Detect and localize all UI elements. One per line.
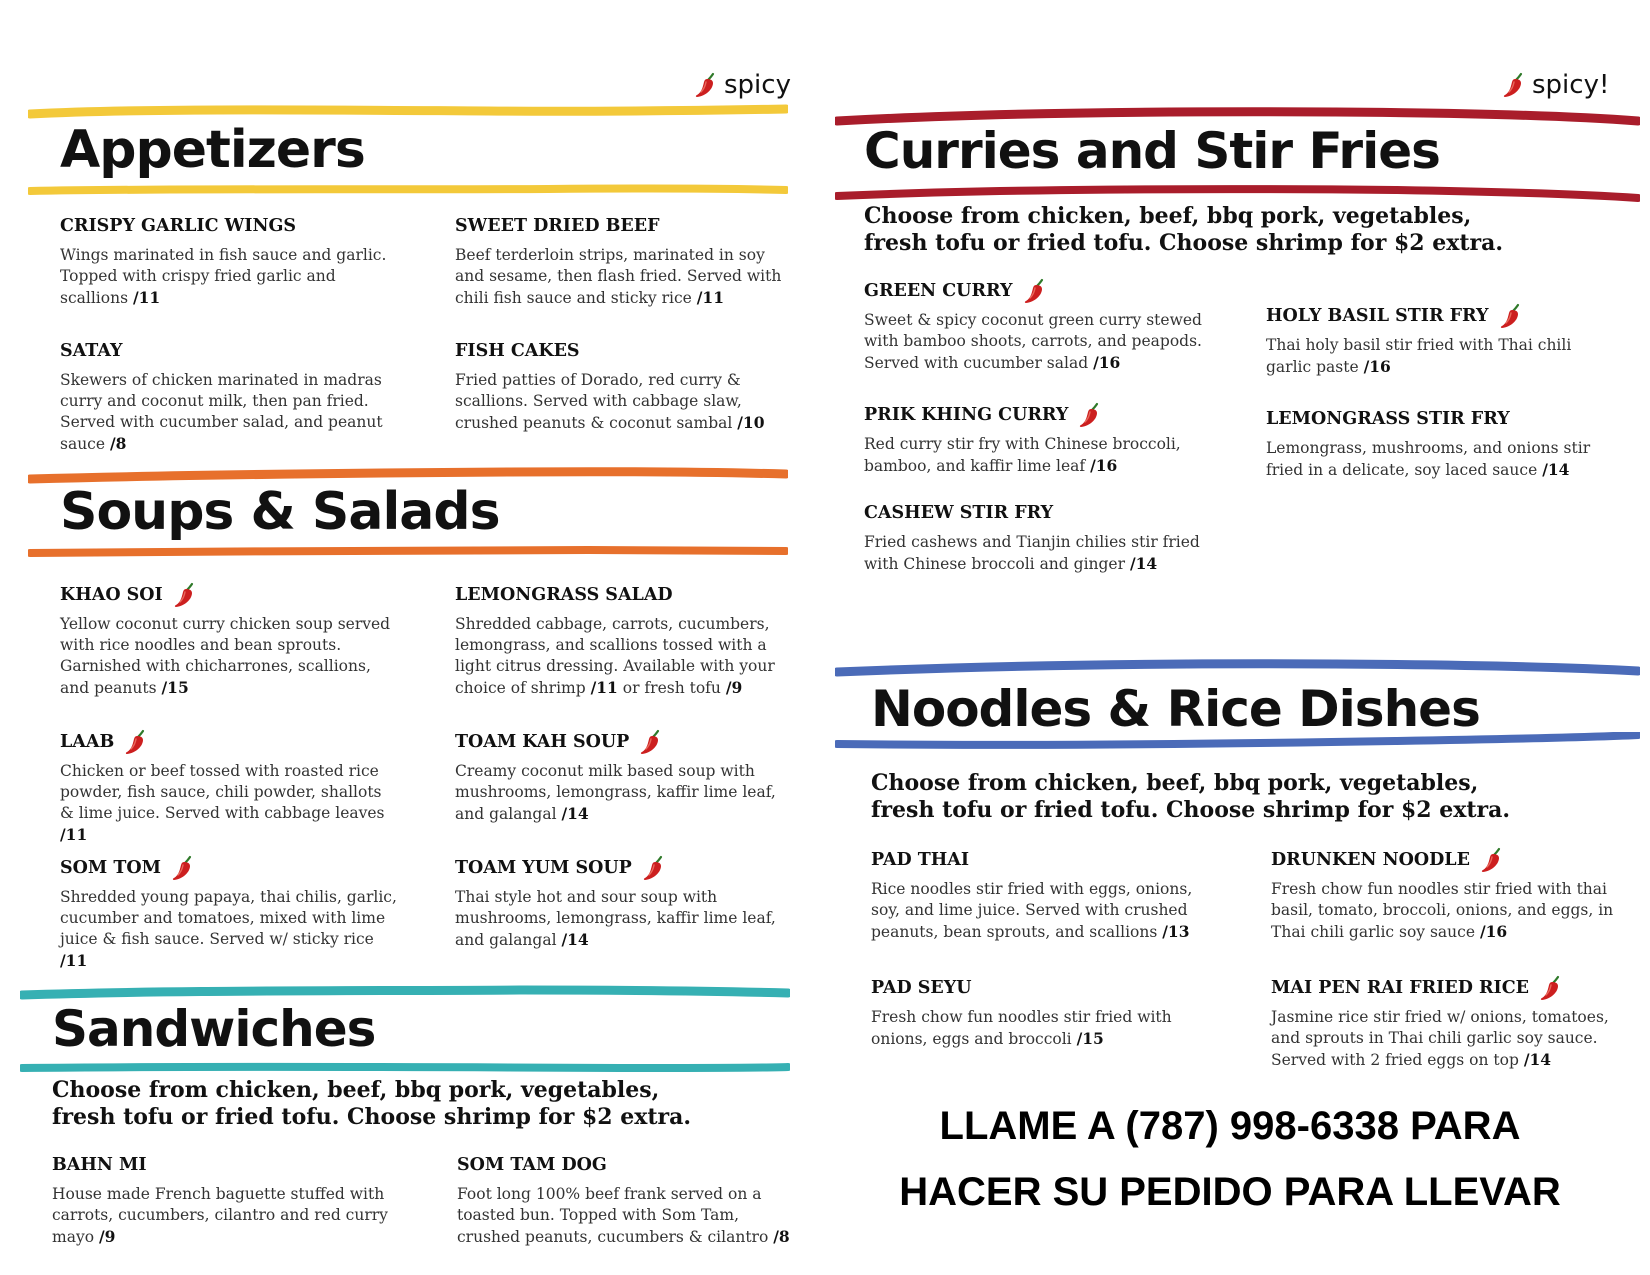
menu-item-khao-soi (60, 582, 400, 699)
item-description: Sweet & spicy coconut green curry stewed with bamboo shoots, carrots, and peapods. Served with cucumber salad (864, 311, 1202, 372)
item-price: /15 (161, 678, 189, 697)
item-description-alt: or fresh tofu (622, 679, 721, 697)
item-price: /14 (1542, 460, 1570, 479)
item-name: CRISPY GARLIC WINGS (60, 216, 297, 236)
spicy-legend-label: spicy (724, 70, 791, 100)
chili-pepper-icon (1478, 846, 1504, 874)
item-name: GREEN CURRY (864, 281, 1013, 301)
item-name: PAD THAI (871, 850, 970, 870)
item-name: DRUNKEN NOODLE (1271, 850, 1470, 870)
spicy-legend (692, 70, 791, 100)
item-price: /11 (60, 825, 88, 844)
item-price-alt: /9 (725, 678, 743, 697)
noodles-top-stroke (835, 658, 1640, 680)
menu-item-sweet-dried-beef (455, 213, 785, 309)
item-description: Shredded cabbage, carrots, cucumbers, lemongrass, and scallions tossed with a light citrus dressing. Available with your choice of shrimp (455, 615, 775, 697)
item-name: PRIK KHING CURRY (864, 405, 1069, 425)
item-description: Thai holy basil stir fried with Thai chili garlic paste (1266, 336, 1572, 376)
item-name: MAI PEN RAI FRIED RICE (1271, 978, 1529, 998)
item-description: Foot long 100% beef frank served on a toasted bun. Topped with Som Tam, crushed peanuts, cucumbers & cilantro (457, 1185, 769, 1246)
item-name: LAAB (60, 732, 115, 752)
item-price: /11 (132, 288, 161, 307)
item-description: House made French baguette stuffed with carrots, cucumbers, cilantro and red curry mayo (52, 1185, 388, 1246)
item-description: Skewers of chicken marinated in madras curry and coconut milk, then pan fried. Served with cucumber salad, and peanut sauce (60, 371, 383, 453)
noodles-bottom-stroke (835, 732, 1640, 756)
intro-line: Choose from chicken, beef, bbq pork, vegetables, (871, 770, 1479, 796)
noodles-title: Noodles & Rice Dishes (871, 680, 1480, 738)
menu-item-drunken-noodle (1271, 847, 1616, 943)
menu-item-crispy-garlic-wings (60, 213, 400, 309)
menu-item-toam-yum-soup (455, 855, 785, 951)
item-description: Lemongrass, mushrooms, and onions stir fried in a delicate, soy laced sauce (1266, 439, 1591, 479)
item-name: KHAO SOI (60, 585, 163, 605)
item-description: Rice noodles stir fried with eggs, onions, soy, and lime juice. Served with crushed peanuts, bean sprouts, and scallions (871, 880, 1193, 941)
item-description: Creamy coconut milk based soup with mushrooms, lemongrass, kaffir lime leaf, and galangal (455, 762, 776, 823)
sandwiches-title: Sandwiches (52, 1000, 376, 1058)
item-name: TOAM KAH SOUP (455, 732, 630, 752)
menu-item-satay (60, 338, 400, 455)
item-description: Beef terderloin strips, marinated in soy and sesame, then flash fried. Served with chili fish sauce and sticky rice (455, 246, 782, 307)
menu-item-bahn-mi (52, 1152, 392, 1248)
chili-pepper-icon (640, 854, 666, 882)
item-price: /16 (1090, 456, 1118, 475)
item-name: SOM TOM (60, 858, 161, 878)
item-name: PAD SEYU (871, 978, 972, 998)
menu-item-holy-basil-stir-fry (1266, 303, 1606, 378)
chili-pepper-icon (1500, 71, 1526, 99)
menu-item-som-tam-dog (457, 1152, 792, 1248)
item-description: Fresh chow fun noodles stir fried with thai basil, tomato, broccoli, onions, and eggs, in Thai chili garlic soy sauce (1271, 880, 1614, 941)
item-name: SOM TAM DOG (457, 1155, 607, 1175)
sandwiches-bottom-stroke (20, 1060, 790, 1076)
intro-line: Choose from chicken, beef, bbq pork, vegetables, (864, 203, 1472, 229)
item-price: /11 (590, 678, 618, 697)
item-name: LEMONGRASS STIR FRY (1266, 409, 1510, 429)
appetizers-title: Appetizers (60, 120, 365, 180)
item-name: LEMONGRASS SALAD (455, 585, 673, 605)
appetizers-top-stroke (28, 104, 788, 120)
item-price: /8 (773, 1227, 790, 1246)
item-price: /9 (98, 1227, 116, 1246)
order-phone-line: LLAME A (787) 998-6338 PARA (939, 1104, 1521, 1148)
item-price: /16 (1479, 922, 1508, 941)
curries-title: Curries and Stir Fries (864, 122, 1440, 180)
sandwiches-intro (52, 1077, 772, 1131)
intro-line: fresh tofu or fried tofu. Choose shrimp for $2 extra. (52, 1104, 692, 1130)
menu-item-cashew-stir-fry (864, 500, 1214, 575)
chili-pepper-icon (1076, 401, 1102, 429)
menu-item-som-tom (60, 855, 400, 972)
item-description: Fried patties of Dorado, red curry & scallions. Served with cabbage slaw, crushed peanuts & coconut sambal (455, 371, 742, 432)
menu-item-toam-kah-soup (455, 729, 785, 825)
item-price: /11 (60, 951, 88, 970)
item-name: SATAY (60, 341, 123, 361)
item-name: SWEET DRIED BEEF (455, 216, 660, 236)
spicy-legend-label: spicy! (1532, 70, 1610, 100)
item-description: Chicken or beef tossed with roasted rice powder, fish sauce, chili powder, shallots & lime juice. Served with cabbage leaves (60, 762, 385, 822)
chili-pepper-icon (169, 854, 195, 882)
spicy-legend (1500, 70, 1609, 100)
menu-item-lemongrass-salad (455, 582, 785, 699)
menu-item-fish-cakes (455, 338, 785, 434)
item-description: Fresh chow fun noodles stir fried with onions, eggs and broccoli (871, 1008, 1172, 1048)
noodles-intro (871, 770, 1631, 824)
chili-pepper-icon (1021, 277, 1047, 305)
chili-pepper-icon (1497, 302, 1523, 330)
chili-pepper-icon (171, 581, 197, 609)
menu-item-pad-seyu (871, 975, 1216, 1050)
item-name: HOLY BASIL STIR FRY (1266, 306, 1489, 326)
item-name: TOAM YUM SOUP (455, 858, 632, 878)
item-name: CASHEW STIR FRY (864, 503, 1054, 523)
item-price: /10 (737, 413, 765, 432)
menu-item-prik-khing-curry (864, 402, 1214, 477)
item-price: /14 (1523, 1050, 1552, 1069)
item-price: /15 (1076, 1029, 1104, 1048)
menu-item-laab (60, 729, 400, 846)
menu-item-lemongrass-stir-fry (1266, 406, 1606, 481)
item-price: /13 (1162, 922, 1190, 941)
menu-item-pad-thai (871, 847, 1216, 943)
chili-pepper-icon (1537, 974, 1563, 1002)
item-description: Jasmine rice stir fried w/ onions, tomatoes, and sprouts in Thai chili garlic soy sauce. Served with 2 fried eggs on top (1271, 1008, 1609, 1069)
curries-intro (864, 203, 1624, 257)
chili-pepper-icon (122, 728, 148, 756)
item-description: Red curry stir fry with Chinese broccoli, bamboo, and kaffir lime leaf (864, 435, 1181, 475)
appetizers-bottom-stroke (28, 182, 788, 198)
item-price: /14 (561, 930, 589, 949)
item-price: /14 (561, 804, 589, 823)
menu-item-green-curry (864, 278, 1214, 374)
menu-item-mai-pen-rai-fried-rice (1271, 975, 1616, 1071)
item-price: /11 (696, 288, 724, 307)
order-takeout-line: HACER SU PEDIDO PARA LLEVAR (899, 1170, 1561, 1214)
soups-bottom-stroke (28, 544, 788, 560)
item-description: Wings marinated in fish sauce and garlic. Topped with crispy fried garlic and scallions (60, 246, 387, 307)
intro-line: fresh tofu or fried tofu. Choose shrimp for $2 extra. (864, 230, 1504, 256)
item-price: /16 (1363, 357, 1391, 376)
item-description: Yellow coconut curry chicken soup served with rice noodles and bean sprouts. Garnished with chicharrones, scallions, and peanuts (60, 615, 391, 697)
chili-pepper-icon (637, 728, 663, 756)
item-price: /8 (109, 434, 127, 453)
chili-pepper-icon (692, 71, 718, 99)
item-description: Fried cashews and Tianjin chilies stir fried with Chinese broccoli and ginger (864, 533, 1200, 573)
intro-line: fresh tofu or fried tofu. Choose shrimp for $2 extra. (871, 797, 1511, 823)
item-description: Shredded young papaya, thai chilis, garlic, cucumber and tomatoes, mixed with lime juice & fish sauce. Served w/ sticky rice (60, 888, 397, 948)
item-description: Thai style hot and sour soup with mushrooms, lemongrass, kaffir lime leaf, and galangal (455, 888, 776, 949)
intro-line: Choose from chicken, beef, bbq pork, vegetables, (52, 1077, 660, 1103)
item-name: FISH CAKES (455, 341, 580, 361)
item-price: /14 (1129, 554, 1158, 573)
item-name: BAHN MI (52, 1155, 147, 1175)
item-price: /16 (1093, 353, 1121, 372)
soups-title: Soups & Salads (60, 482, 500, 542)
